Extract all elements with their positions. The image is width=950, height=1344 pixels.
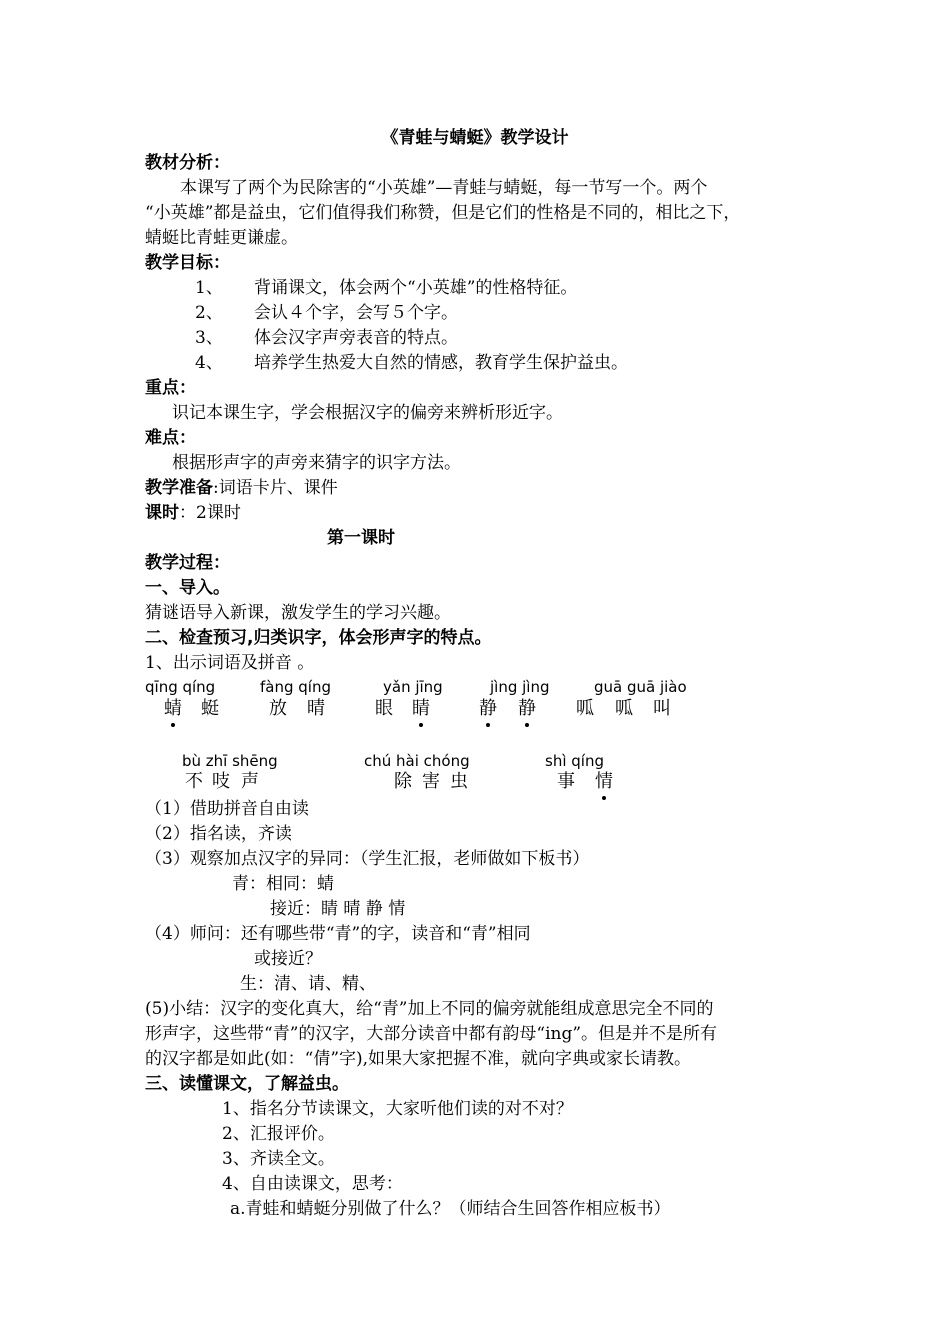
- word-character: 呱: [615, 698, 633, 719]
- step3-question-a: a.青蛙和蜻蜓分别做了什么？（师结合生回答作相应板书）: [230, 1199, 671, 1219]
- section-heading-analysis: 教材分析：: [145, 153, 230, 173]
- activity-2: （2）指名读，齐读: [145, 824, 292, 844]
- preparation-label: 教学准备: [145, 478, 213, 498]
- emphasis-dot: [525, 723, 529, 727]
- step-heading-intro: 一、导入。: [145, 578, 230, 598]
- goal-text: 背诵课文，体会两个“小英雄”的性格特征。: [254, 278, 578, 298]
- word-character: 呱: [576, 698, 594, 719]
- word-character: 眼: [375, 698, 393, 719]
- step3-item-3: 3、齐读全文。: [222, 1149, 335, 1169]
- step3-item-4: 4、自由读课文，思考：: [222, 1174, 403, 1194]
- goal-number: 2、: [195, 303, 223, 323]
- class-hours-line: [145, 501, 241, 525]
- goal-number: 4、: [195, 353, 223, 373]
- step3-item-1: 1、指名分节读课文，大家听他们读的对不对？: [222, 1099, 573, 1119]
- student-answer: 生：清、请、精、: [240, 974, 376, 994]
- section-heading-process: 教学过程：: [145, 553, 230, 573]
- analysis-paragraph-line-3: 蜻蜓比青蛙更谦虚。: [145, 228, 298, 248]
- pinyin: jìng jìng: [490, 678, 550, 696]
- word-character: 睛: [412, 698, 430, 719]
- word-character: 蜻: [164, 698, 182, 719]
- pinyin: guā guā jiào: [594, 678, 687, 696]
- word-character: 静: [479, 698, 497, 719]
- pinyin: chú hài chóng: [364, 752, 470, 770]
- step-intro-text: 猜谜语导入新课，激发学生的学习兴趣。: [145, 603, 451, 623]
- word-character: 放: [269, 698, 287, 719]
- word-character: 晴: [307, 698, 325, 719]
- word-character: 除: [394, 771, 412, 792]
- pinyin: fàng qíng: [260, 678, 331, 696]
- step3-item-2: 2、汇报评价。: [222, 1124, 335, 1144]
- section-heading-goals: 教学目标：: [145, 253, 230, 273]
- goal-text: 会认４个字，会写５个字。: [254, 303, 458, 323]
- pinyin: bù zhī shēng: [182, 752, 278, 770]
- word-character: 虫: [450, 771, 468, 792]
- goal-text: 体会汉字声旁表音的特点。: [254, 328, 458, 348]
- step-heading-read: 三、读懂课文，了解益虫。: [145, 1074, 349, 1094]
- summary-line-1: (5)小结：汉字的变化真大，给“青”加上不同的偏旁就能组成意思完全不同的: [145, 999, 714, 1019]
- activity-4-continued: 或接近？: [254, 949, 322, 969]
- section-heading-keypoint: 重点：: [145, 378, 196, 398]
- lesson-heading: 第一课时: [327, 528, 395, 548]
- summary-line-3: 的汉字都是如此(如：“倩”字),如果大家把握不准，就向字典或家长请教。: [145, 1049, 692, 1069]
- emphasis-dot: [419, 723, 423, 727]
- document-title: 《青蛙与蜻蜓》教学设计: [381, 128, 569, 148]
- word-character: 事: [557, 771, 575, 792]
- word-character: 蜓: [201, 698, 219, 719]
- activity-4: （4）师问：还有哪些带“青”的字，读音和“青”相同: [145, 924, 531, 944]
- goal-number: 3、: [195, 328, 223, 348]
- word-character: 不: [185, 771, 203, 792]
- board-same-line: 青：相同：蜻: [232, 874, 334, 894]
- class-hours-label: 课时: [145, 503, 179, 523]
- emphasis-dot: [602, 796, 606, 800]
- preparation-line: [145, 476, 338, 500]
- activity-1: （1）借助拼音自由读: [145, 799, 309, 819]
- goal-text: 培养学生热爱大自然的情感，教育学生保护益虫。: [254, 353, 628, 373]
- summary-line-2: 形声字，这些带“青”的汉字，大部分读音中都有韵母“ing”。但是并不是所有: [145, 1024, 718, 1044]
- preparation-value: :词语卡片、课件: [213, 478, 338, 498]
- word-character: 害: [422, 771, 440, 792]
- goal-number: 1、: [195, 278, 223, 298]
- show-words-line: 1、出示词语及拼音 。: [145, 653, 315, 673]
- class-hours-value: ：2课时: [179, 503, 241, 523]
- difficulty-text: 根据形声字的声旁来猜字的识字方法。: [172, 453, 461, 473]
- pinyin: yǎn jīng: [383, 678, 443, 696]
- emphasis-dot: [171, 723, 175, 727]
- emphasis-dot: [486, 723, 490, 727]
- section-heading-difficulty: 难点：: [145, 428, 196, 448]
- activity-3: （3）观察加点汉字的异同：（学生汇报，老师做如下板书）: [145, 849, 590, 869]
- pinyin: qīng qíng: [145, 678, 216, 696]
- word-character: 静: [518, 698, 536, 719]
- keypoint-text: 识记本课生字，学会根据汉字的偏旁来辨析形近字。: [172, 403, 563, 423]
- step-heading-preview: 二、检查预习,归类识字，体会形声字的特点。: [145, 628, 492, 648]
- word-character: 吱: [212, 771, 230, 792]
- analysis-paragraph-line-2: “小英雄”都是益虫，它们值得我们称赞，但是它们的性格是不同的，相比之下，: [145, 203, 741, 223]
- word-character: 声: [241, 771, 259, 792]
- board-close-line: 接近：睛 晴 静 情: [270, 899, 406, 919]
- pinyin: shì qíng: [545, 752, 604, 770]
- word-character: 叫: [653, 698, 671, 719]
- word-character: 情: [595, 771, 613, 792]
- analysis-paragraph-line-1: 本课写了两个为民除害的“小英雄”—青蛙与蜻蜓，每一节写一个。两个: [180, 178, 708, 198]
